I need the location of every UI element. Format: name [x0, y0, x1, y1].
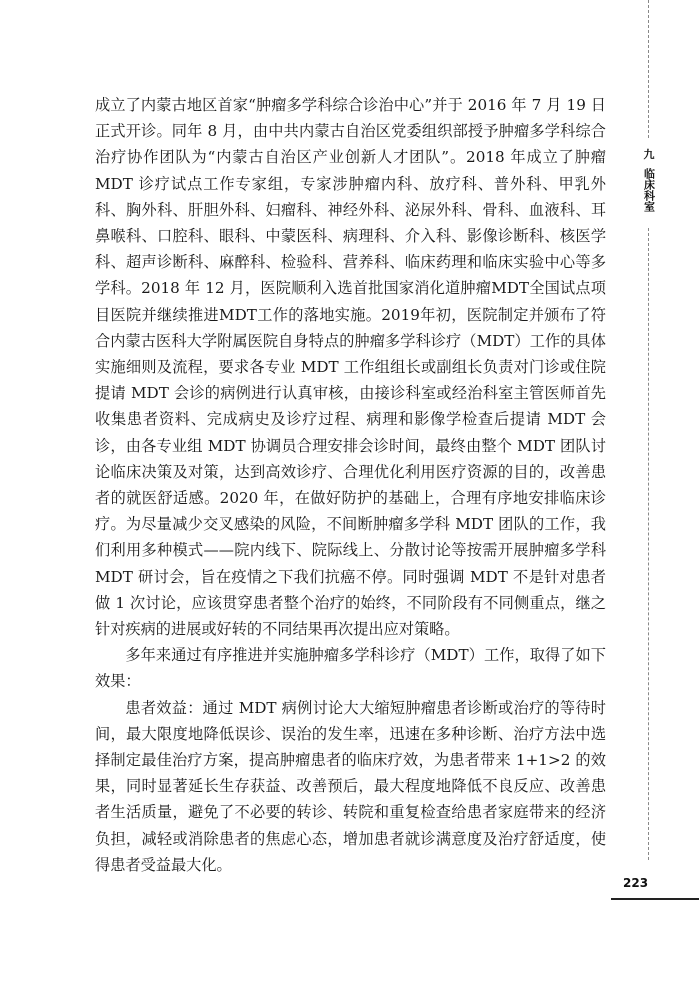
- margin-dashed-rule: [648, 228, 649, 860]
- section-title: 临床科室: [642, 168, 656, 212]
- body-text: [95, 92, 606, 878]
- paragraph: 多年来通过有序推进并实施肿瘤多学科诊疗（MDT）工作，取得了如下效果：: [95, 646, 606, 691]
- section-side-tab: [640, 148, 658, 212]
- page-number-rule: [611, 898, 699, 900]
- paragraph: 患者效益：通过 MDT 病例讨论大大缩短肿瘤患者诊断或治疗的等待时间，最大限度地降低误诊、误治的发生率，迅速在多种诊断、治疗方法中选择制定最佳治疗方案，提高肿瘤患者的临床疗效，为患者带来 1+1>2 的效果，同时显著延长生存获益、改善预后，最大程度地降低不良反应、改善患者生活质量，避免了不必要的转诊、转院和重复检查给患者家庭带来的经济负担，减轻或消除患者的焦虑心态，增加患者就诊满意度及治疗舒适度，使得患者受益最大化。: [95, 698, 606, 874]
- margin-dashed-rule-top: [648, 0, 649, 138]
- section-number: 九: [643, 148, 655, 161]
- page-number: 223: [623, 876, 649, 890]
- paragraph: 成立了内蒙古地区首家“肿瘤多学科综合诊治中心”并于 2016 年 7 月 19 日正式开诊。同年 8 月，由中共内蒙古自治区党委组织部授予肿瘤多学科综合治疗协作团队为“内蒙古自治区产业创新人才团队”。2018 年成立了肿瘤 MDT 诊疗试点工作专家组，专家涉肿瘤内科、放疗科、普外科、甲乳外科、胸外科、肝胆外科、妇瘤科、神经外科、泌尿外科、骨科、血液科、耳鼻喉科、口腔科、眼科、中蒙医科、病理科、介入科、影像诊断科、核医学科、超声诊断科、麻醉科、检验科、营养科、临床药理和临床实验中心等多学科。2018 年 12 月，医院顺利入选首批国家消化道肿瘤MDT全国试点项目医院并继续推进MDT工作的落地实施。2019年初，医院制定并颁布了符合内蒙古医科大学附属医院自身特点的肿瘤多学科诊疗（MDT）工作的具体实施细则及流程，要求各专业 MDT 工作组组长或副组长负责对门诊或住院提请 MDT 会诊的病例进行认真审核，由接诊科室或经治科室主管医师首先收集患者资料、完成病史及诊疗过程、病理和影像学检查后提请 MDT 会诊，由各专业组 MDT 协调员合理安排会诊时间，最终由整个 MDT 团队讨论临床决策及对策，达到高效诊疗、合理优化利用医疗资源的目的，改善患者的就医舒适感。2020 年，在做好防护的基础上，合理有序地安排临床诊疗。为尽量减少交叉感染的风险，不间断肿瘤多学科 MDT 团队的工作，我们利用多种模式——院内线下、院际线上、分散讨论等按需开展肿瘤多学科 MDT 研讨会，旨在疫情之下我们抗癌不停。同时强调 MDT 不是针对患者做 1 次讨论，应该贯穿患者整个治疗的始终，不同阶段有不同侧重点，继之针对疾病的进展或好转的不同结果再次提出应对策略。: [95, 96, 606, 639]
